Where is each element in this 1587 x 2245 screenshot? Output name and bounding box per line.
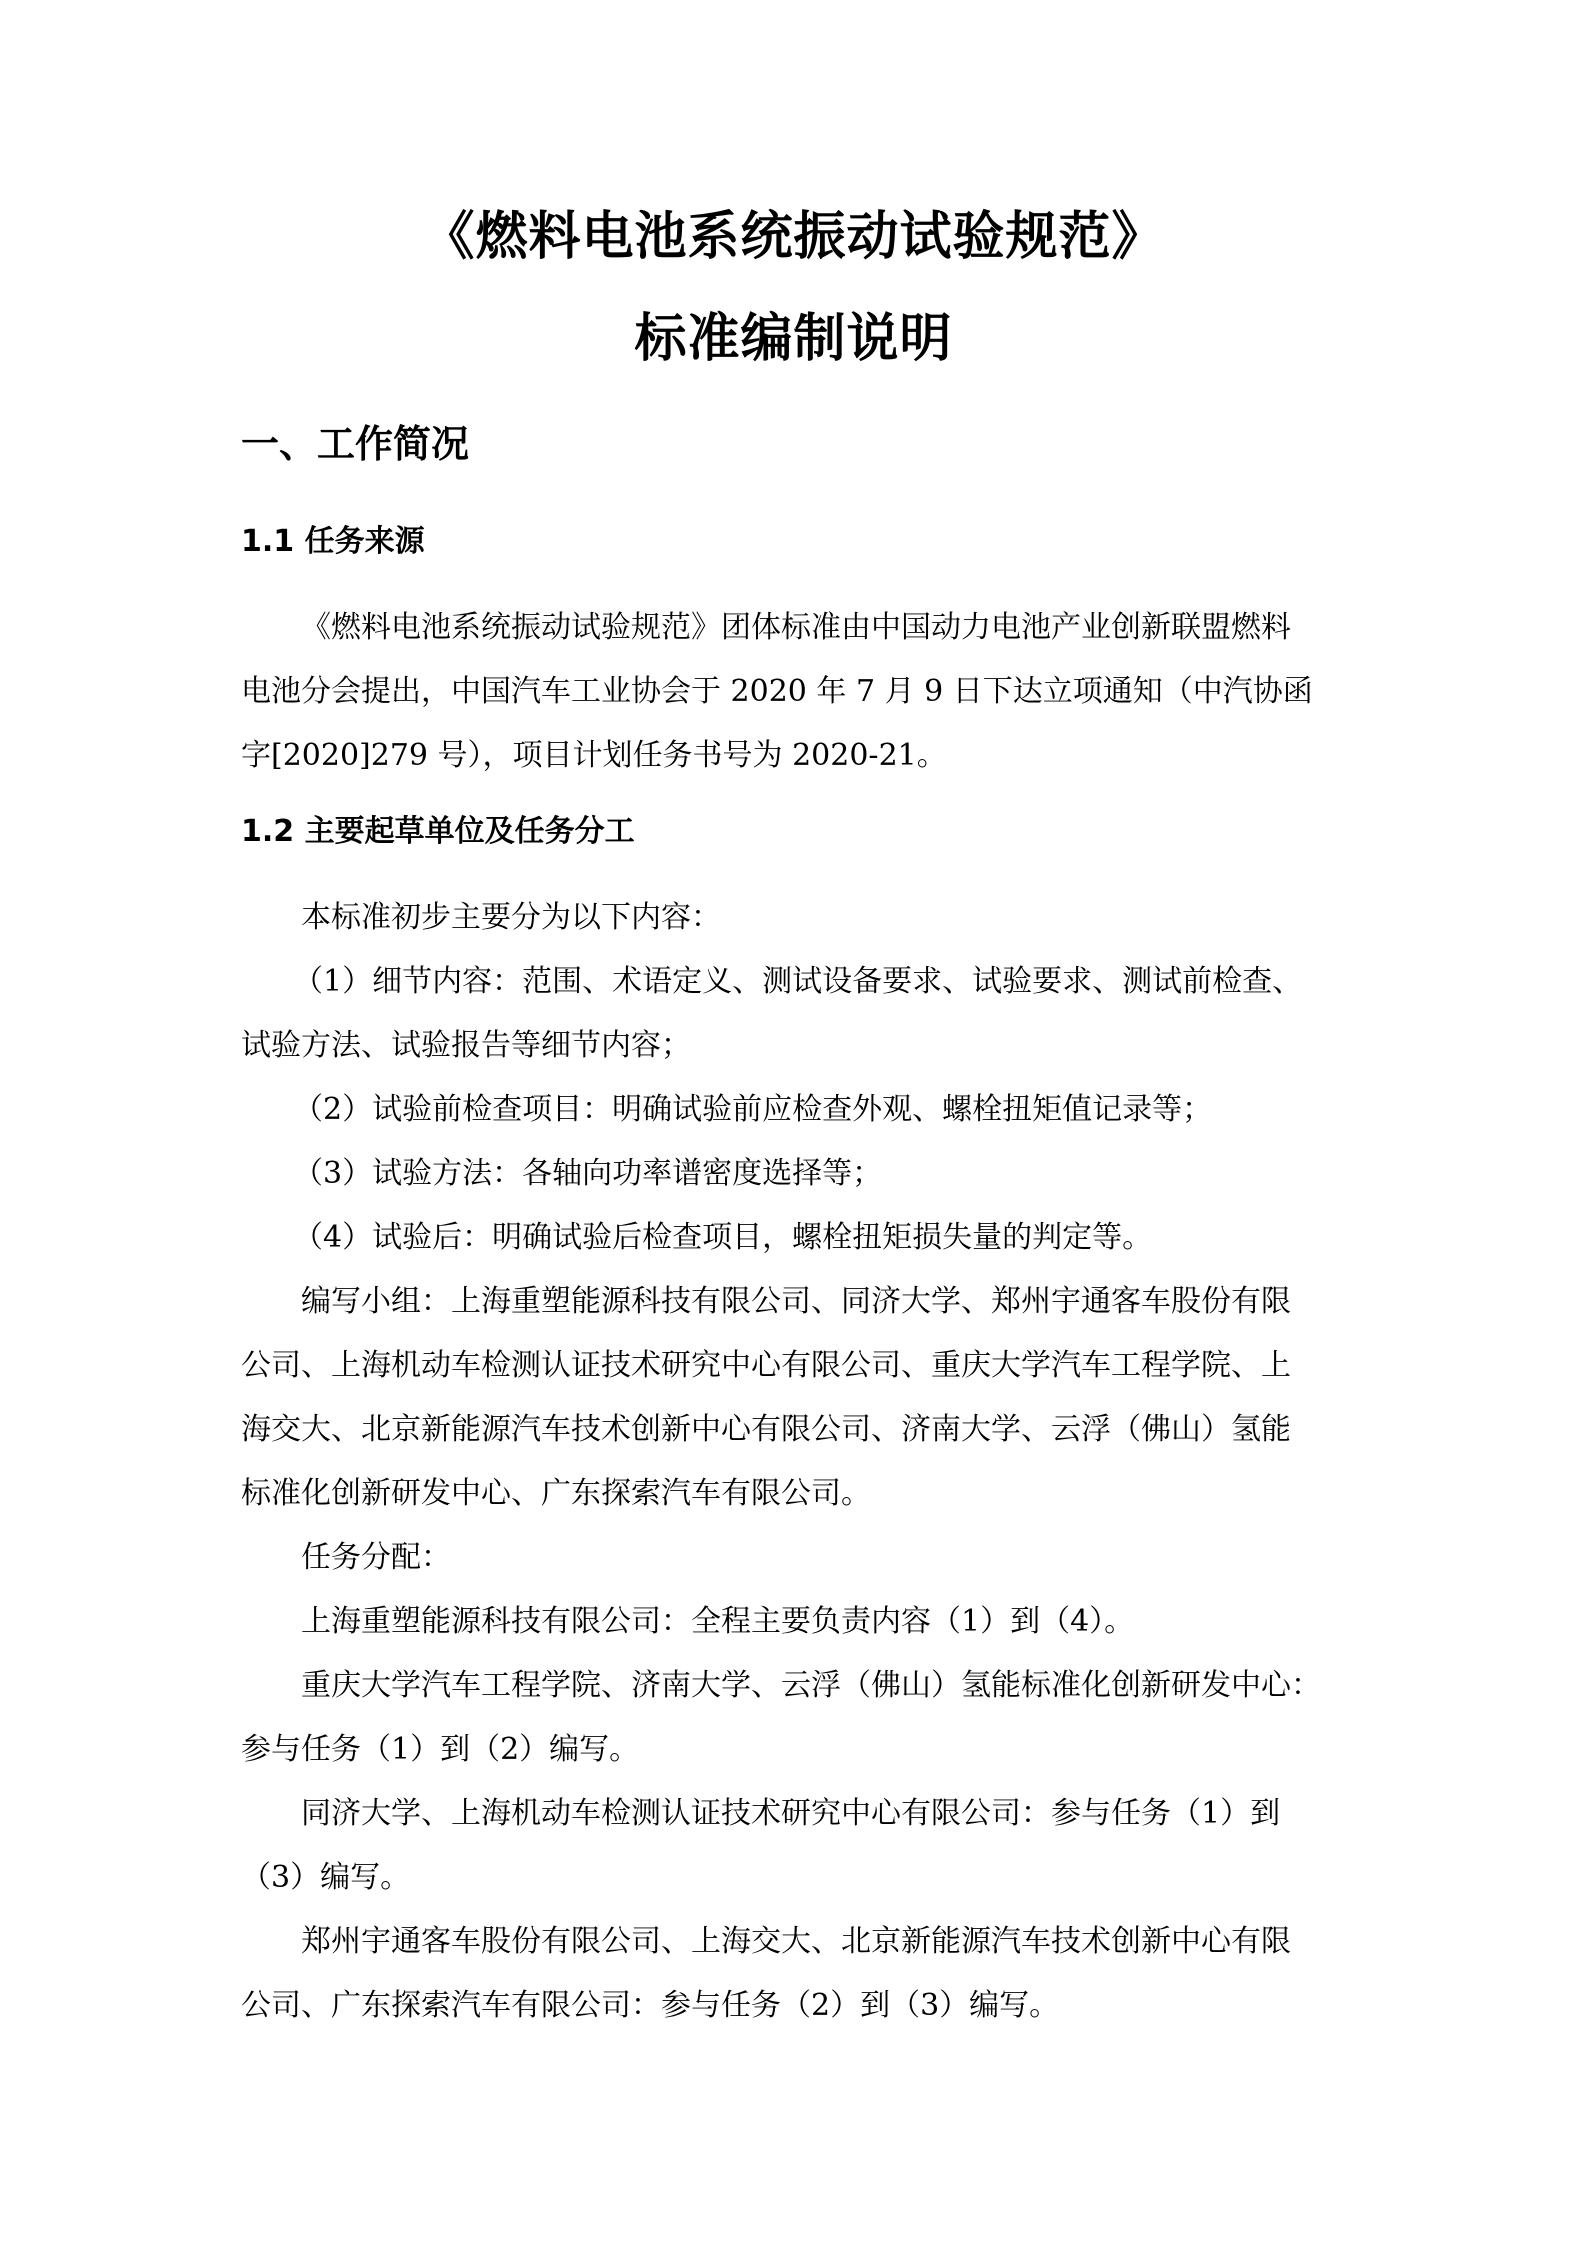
paragraph-line: 试验方法、试验报告等细节内容； bbox=[241, 1028, 691, 1063]
paragraph-line: 郑州宇通客车股份有限公司、上海交大、北京新能源汽车技术创新中心有限 bbox=[301, 1924, 1291, 1959]
paragraph-line: （1）细节内容：范围、术语定义、测试设备要求、试验要求、测试前检查、 bbox=[293, 964, 1303, 999]
paragraph-line: 本标准初步主要分为以下内容： bbox=[301, 900, 721, 935]
paragraph-task-source bbox=[241, 596, 1348, 788]
section-heading-work-overview: 一、工作简况 bbox=[241, 422, 470, 466]
paragraph-line: 重庆大学汽车工程学院、济南大学、云浮（佛山）氢能标准化创新研发中心： bbox=[301, 1668, 1321, 1703]
paragraph-line: 公司、上海机动车检测认证技术研究中心有限公司、重庆大学汽车工程学院、上 bbox=[241, 1348, 1291, 1383]
document-title: 《燃料电池系统振动试验规范》 bbox=[422, 207, 1165, 267]
document-subtitle: 标准编制说明 bbox=[634, 309, 953, 369]
subsection-heading-drafting-units: 1.2 主要起草单位及任务分工 bbox=[241, 814, 635, 849]
paragraph-line: 同济大学、上海机动车检测认证技术研究中心有限公司：参与任务（1）到 bbox=[301, 1796, 1281, 1831]
paragraph-line: 电池分会提出，中国汽车工业协会于 2020 年 7 月 9 日下达立项通知（中汽协函 bbox=[241, 674, 1313, 709]
paragraph-line: 字[2020]279 号），项目计划任务书号为 2020-21。 bbox=[241, 738, 947, 773]
paragraph-line: （4）试验后：明确试验后检查项目，螺栓扭矩损失量的判定等。 bbox=[293, 1220, 1153, 1255]
subsection-heading-task-source: 1.1 任务来源 bbox=[241, 524, 425, 559]
paragraph-line: 公司、广东探索汽车有限公司：参与任务（2）到（3）编写。 bbox=[241, 1988, 1060, 2023]
paragraph-line: 参与任务（1）到（2）编写。 bbox=[241, 1732, 640, 1767]
paragraph-line: 海交大、北京新能源汽车技术创新中心有限公司、济南大学、云浮（佛山）氢能 bbox=[241, 1412, 1291, 1447]
paragraph-line: （3）编写。 bbox=[241, 1860, 411, 1895]
paragraph-line: （3）试验方法：各轴向功率谱密度选择等； bbox=[293, 1156, 883, 1191]
paragraph-line: 上海重塑能源科技有限公司：全程主要负责内容（1）到（4）。 bbox=[301, 1604, 1135, 1639]
paragraph-line: 任务分配： bbox=[301, 1540, 451, 1575]
paragraph-line: 编写小组：上海重塑能源科技有限公司、同济大学、郑州宇通客车股份有限 bbox=[301, 1284, 1291, 1319]
paragraph-line: （2）试验前检查项目：明确试验前应检查外观、螺栓扭矩值记录等； bbox=[293, 1092, 1213, 1127]
paragraph-line: 《燃料电池系统振动试验规范》团体标准由中国动力电池产业创新联盟燃料 bbox=[301, 610, 1291, 645]
paragraph-drafting-units bbox=[241, 886, 1348, 2038]
paragraph-line: 标准化创新研发中心、广东探索汽车有限公司。 bbox=[241, 1476, 871, 1511]
